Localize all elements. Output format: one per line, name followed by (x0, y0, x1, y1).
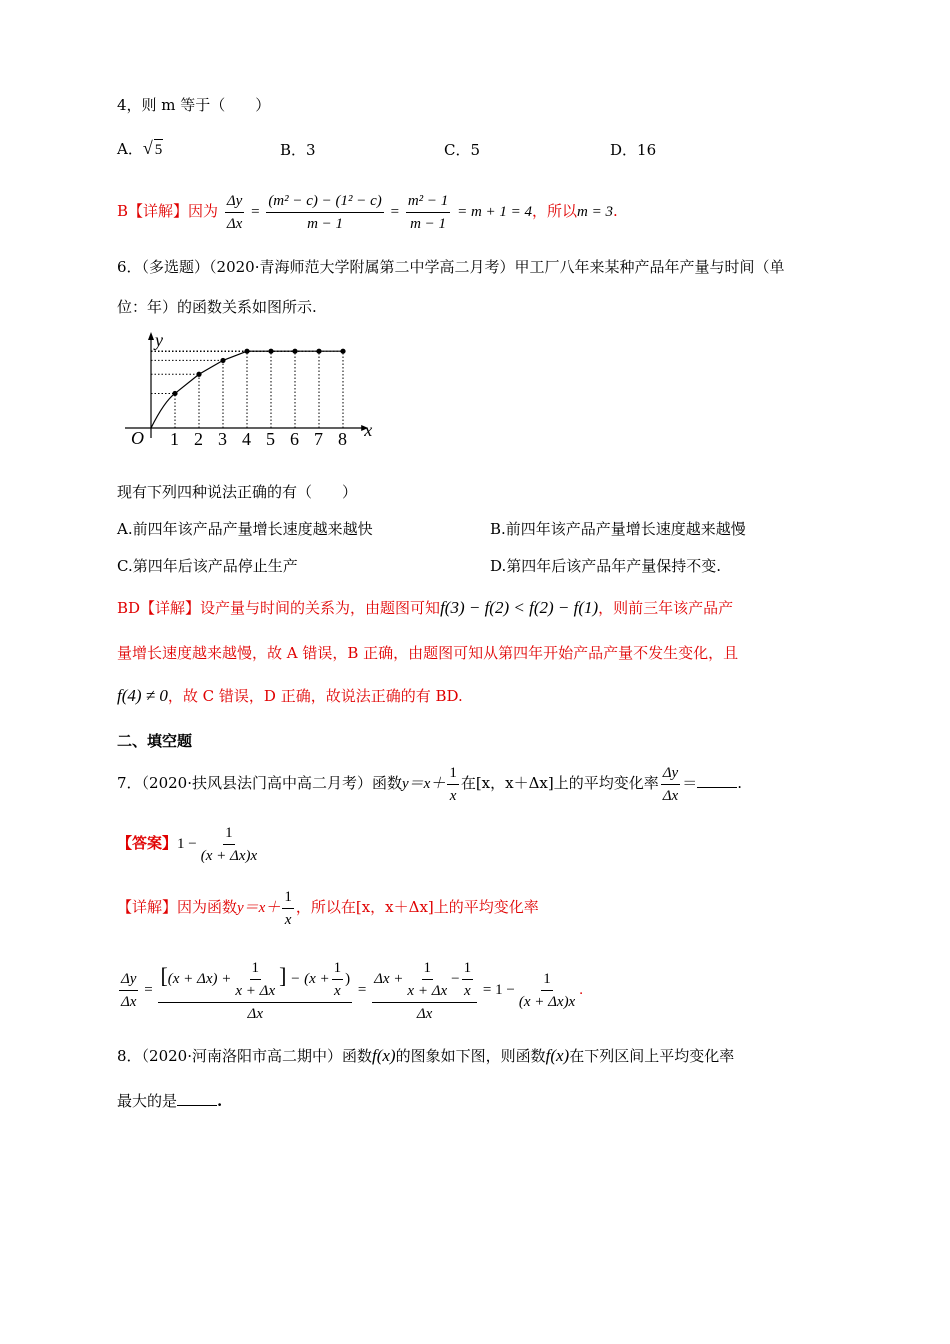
q8-text-a: 8．（2020·河南洛阳市高二期中）函数 (117, 1047, 372, 1065)
q4-answer: B【详解】因为 $\frac{\Delta y}{\Delta x}$ = $\frac{\text{(m² − c) − (1² − c)}}{m - 1}$ = $\frac{\text{m² − 1}}{m - 1}$ = m + 1 = 4，所以m = 3. (117, 188, 618, 235)
frac-den: Δx (226, 215, 243, 232)
frac-den: (x + Δx)x (200, 847, 258, 864)
q8-line1 (117, 1046, 734, 1066)
frac-num: (m² − c) − (1² − c) (266, 190, 384, 213)
eq-big-b: − (x + (290, 970, 330, 987)
q6-answer-line1 (117, 598, 733, 618)
q6-question: 现有下列四种说法正确的有（ ） (117, 483, 358, 501)
q8-text-b: 的图象如下图，则函数 (395, 1047, 546, 1065)
origin-label: O (131, 428, 144, 448)
frac-num: 1 (282, 886, 294, 909)
q7-answer-one: 1 − (177, 836, 197, 852)
q7-detail-func: y＝x＋ (237, 900, 281, 916)
frac-den: x (334, 982, 341, 999)
q8-line2 (117, 1091, 222, 1111)
q7-stem-d: . (737, 774, 743, 792)
q6-answer-text3: ，故 C 错误，D 正确，故说法正确的有 BD. (167, 687, 463, 705)
frac-num: 1 (332, 957, 344, 980)
q7-answer (117, 820, 261, 867)
eq-res (517, 968, 577, 1013)
q6-stem-line2: 位：年）的函数关系如图所示. (117, 298, 317, 316)
q8-fx: f(x) (372, 1046, 396, 1065)
y-axis-label: y (155, 332, 163, 350)
q4-option-a (117, 138, 163, 160)
frac-den: x (449, 787, 457, 804)
frac-den: x (284, 911, 292, 928)
q7-detail (117, 884, 539, 931)
eq-big-c: ) (345, 970, 351, 987)
q7-stem-c: ＝ (682, 774, 698, 792)
data-point-1 (172, 391, 177, 396)
q4-option-c (444, 140, 480, 160)
x-tick-label-1: 1 (170, 429, 179, 449)
data-point-4 (244, 349, 249, 354)
x-tick-label-8: 8 (338, 429, 347, 449)
frac-num: 1 (447, 762, 459, 785)
q7-answer-tag: 【答案】 (117, 834, 178, 852)
q4-period: . (613, 202, 618, 220)
y-axis-arrow (148, 332, 154, 340)
q6-answer-line2: 量增长速度越来越慢，故 A 错误，B 正确，由题图可知从第四年开始产品产量不发生变化，且 (117, 644, 739, 662)
answer-blank (177, 1091, 217, 1106)
q7-frac (447, 762, 459, 807)
data-point-2 (196, 372, 201, 377)
q7-stem-b: 在[x，x＋Δx]上的平均变化率 (460, 774, 659, 792)
q4-result: m = 3 (577, 204, 614, 220)
q7-detail-frac (282, 886, 294, 931)
frac-den: Δx (121, 994, 137, 1011)
q4-frac3 (406, 190, 450, 235)
frac-den: m − 1 (307, 215, 344, 232)
frac-num: 1 (422, 957, 434, 980)
eq-res-one: 1 − (495, 982, 515, 998)
frac-den: x (464, 982, 471, 999)
option-value: 16 (637, 141, 657, 159)
option-value: 5 (470, 141, 481, 159)
q6-answer-text: BD【详解】设产量与时间的关系为，由题图可知 (117, 599, 441, 617)
x-tick-label-7: 7 (314, 429, 323, 449)
x-tick-label-5: 5 (266, 429, 275, 449)
frac-num: 1 (223, 822, 235, 845)
q4-so: ，所以 (532, 202, 578, 220)
option-value: 3 (306, 141, 316, 159)
option-letter: B． (280, 141, 307, 159)
frac-num: 1 (541, 968, 553, 991)
frac-den: Δx (662, 787, 679, 804)
frac-den: (x + Δx)x (518, 994, 576, 1011)
q7-stem-a: 7．（2020·扶风县法门高中高二月考）函数 (117, 774, 402, 792)
q8-fx-2: f(x) (545, 1046, 570, 1065)
eq-big: [(x + Δx) + $\frac{1}{x + \Delta x}$ ] − (x + $\frac{1}{x}$ ) Δx (158, 957, 352, 1025)
q7-stem (117, 760, 742, 807)
q7-rate (661, 762, 680, 807)
q4-frac2 (266, 190, 384, 235)
frac-num: Δy (661, 762, 680, 785)
q6-option-d: D.第四年后该产品年产量保持不变. (490, 557, 722, 575)
q6-answer-math2: f(4) ≠ 0 (117, 686, 168, 705)
q8-text-c: 在下列区间上平均变化率 (569, 1047, 735, 1065)
eq-mid-minus: − (451, 970, 460, 987)
eq-big-a: (x + Δx) + (167, 970, 232, 987)
eq-mid-a: Δx + (374, 970, 404, 987)
q4-text: 4，则 m 等于（ ） (117, 96, 271, 114)
frac-den: x + Δx (235, 982, 276, 999)
q4-tail: = m + 1 = 4 (457, 204, 533, 220)
q7-equation: $\frac{\Delta y}{\Delta x}$ = [(x + Δx) + $\frac{1}{x + \Delta x}$ ] − (x + $\frac{1}{x}$ ) Δx = Δx + $\frac{1}{x + \Delta x}$ − $\frac{1}{x}$ Δx = 1 − $\frac{1}{(x + \Delta x)x}$ . (117, 950, 583, 1030)
frac-den: x + Δx (407, 982, 448, 999)
q6-option-a: A.前四年该产品产量增长速度越来越快 (117, 520, 373, 538)
frac-num: 1 (462, 957, 474, 980)
option-letter: A． (117, 140, 143, 158)
q6-answer-text-b: ，则前三年该产品产 (598, 599, 734, 617)
q7-detail-text: ，所以在[x，x＋Δx]上的平均变化率 (295, 898, 539, 916)
q4-option-b (280, 140, 316, 160)
q7-answer-frac (199, 822, 259, 867)
data-point-3 (220, 358, 225, 363)
data-point-7 (316, 349, 321, 354)
q7-func: y＝x＋ (402, 776, 446, 792)
data-point-8 (340, 349, 345, 354)
answer-blank (697, 773, 737, 788)
frac-den: m − 1 (410, 215, 447, 232)
frac-den: Δx (416, 1005, 433, 1022)
eq-mid (372, 957, 477, 1025)
eq-lhs (119, 968, 138, 1013)
q8-period: . (217, 1092, 223, 1110)
q4-frac1 (225, 190, 244, 235)
data-point-6 (292, 349, 297, 354)
frac-num: 1 (250, 957, 262, 980)
frac-num: Δy (119, 968, 138, 991)
q4-option-d (610, 140, 656, 160)
option-letter: D． (610, 141, 638, 159)
x-tick-label-4: 4 (242, 429, 251, 449)
production-chart (117, 332, 377, 457)
q6-option-c: C.第四年后该产品停止生产 (117, 557, 298, 575)
eq-period: . (579, 982, 583, 998)
q6-answer-line3 (117, 686, 463, 706)
x-tick-label-6: 6 (290, 429, 299, 449)
q6-answer-math: f(3) − f(2) < f(2) − f(1) (440, 598, 599, 617)
x-axis-label: x (364, 420, 373, 440)
frac-num: Δy (225, 190, 244, 213)
sqrt-icon: √ (142, 138, 153, 158)
x-tick-label-2: 2 (194, 429, 203, 449)
x-tick-label-3: 3 (218, 429, 227, 449)
frac-den: Δx (247, 1005, 263, 1022)
data-point-5 (268, 349, 273, 354)
frac-num: m² − 1 (406, 190, 450, 213)
q6-stem-line1: 6．（多选题）（2020·青海师范大学附属第二中学高二月考）甲工厂八年来某种产品年产量与时间（单 (117, 258, 785, 276)
q8-text-d: 最大的是 (117, 1092, 178, 1110)
q4-answer-tag: B【详解】因为 (117, 202, 219, 220)
option-letter: C． (444, 141, 471, 159)
q6-option-b: B.前四年该产品产量增长速度越来越慢 (490, 520, 746, 538)
section-title: 二、填空题 (117, 732, 193, 750)
q7-detail-tag: 【详解】因为函数 (117, 898, 238, 916)
option-value: 5 (154, 139, 164, 160)
